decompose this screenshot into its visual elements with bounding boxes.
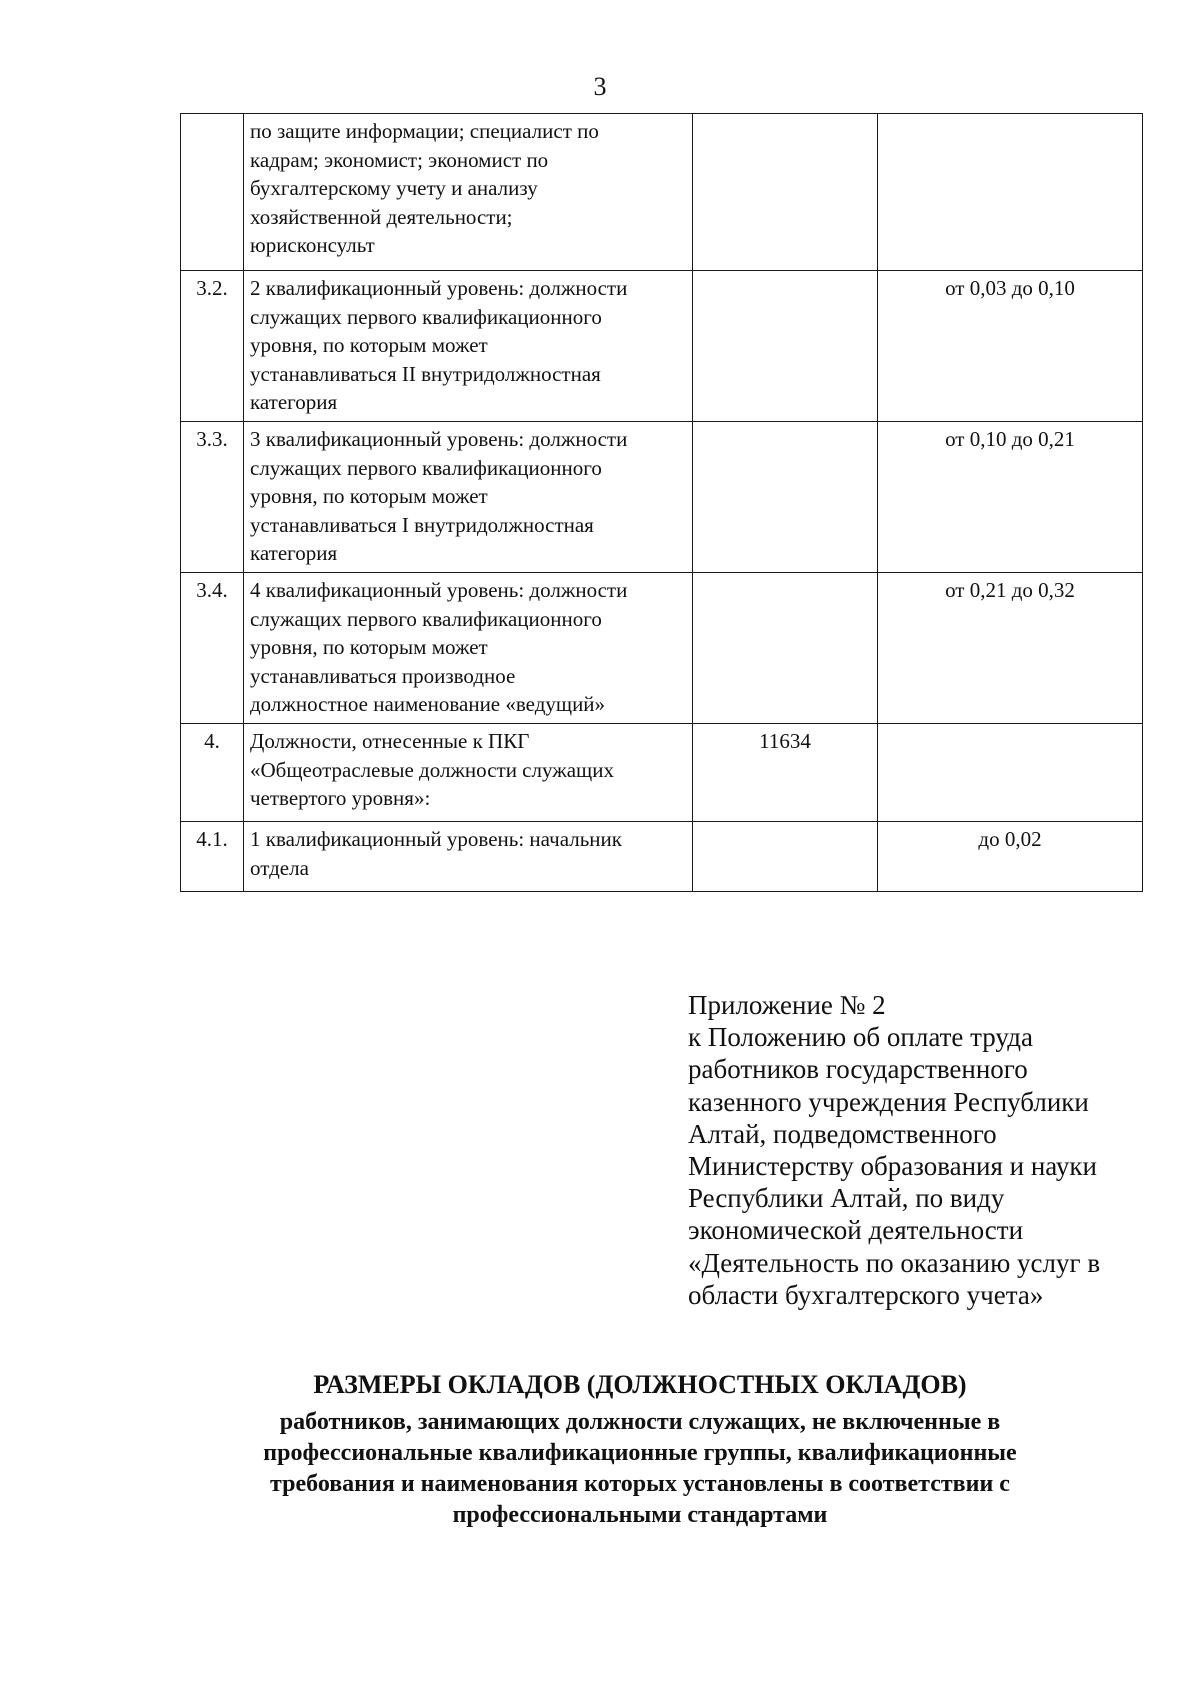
increase-coefficient: от 0,03 до 0,10 <box>878 271 1143 422</box>
page-number: 3 <box>593 72 607 101</box>
increase-coefficient: от 0,10 до 0,21 <box>878 422 1143 573</box>
position-name-line: отдела <box>250 855 309 880</box>
position-name-line: хозяйственной деятельности; <box>250 204 513 229</box>
position-name-line: «Общеотраслевые должности служащих <box>250 757 614 782</box>
heading-subtitle-line: требования и наименования которых установлены в соответствии с <box>270 1471 1010 1497</box>
position-name-line: категория <box>250 541 338 565</box>
appendix-line: работников государственного <box>688 1054 1028 1085</box>
appendix-line: экономической деятельности <box>688 1215 1024 1246</box>
row-number: 3.3. <box>181 422 244 573</box>
row-number <box>181 114 244 271</box>
increase-coefficient <box>878 724 1143 822</box>
table-row <box>181 271 1143 422</box>
appendix-line: «Деятельность по оказанию услуг в <box>688 1247 1101 1278</box>
row-number: 3.2. <box>181 271 244 422</box>
heading-subtitle-line: профессиональные квалификационные группы, квалификационные <box>263 1440 1017 1466</box>
position-name-line: служащих первого квалификационного <box>250 455 602 480</box>
position-name-line: категория <box>250 390 338 414</box>
appendix-line: к Положению об оплате труда <box>688 1022 1033 1053</box>
appendix-line: Республики Алтай, по виду <box>688 1183 1005 1214</box>
increase-coefficient: от 0,21 до 0,32 <box>878 573 1143 724</box>
salary-table <box>180 113 1143 892</box>
position-name-line: 2 квалификационный уровень: должности <box>250 276 628 300</box>
table-row <box>181 724 1143 822</box>
position-name-line: служащих первого квалификационного <box>250 304 602 329</box>
increase-coefficient: до 0,02 <box>878 822 1143 892</box>
position-name-line: 4 квалификационный уровень: должности <box>250 578 628 602</box>
heading-subtitle-line: работников, занимающих должности служащих, не включенные в <box>279 1409 1001 1435</box>
position-name-line: устанавливаться I внутридолжностная <box>250 512 594 537</box>
position-name-line: Должности, отнесенные к ПКГ <box>250 729 530 753</box>
appendix-note <box>688 989 1158 1311</box>
base-salary <box>693 271 878 422</box>
heading-subtitle-line: профессиональными стандартами <box>452 1502 828 1528</box>
base-salary: 11634 <box>693 724 878 822</box>
appendix-line: Министерству образования и науки <box>688 1151 1097 1182</box>
appendix-line: Приложение № 2 <box>688 990 886 1020</box>
row-number: 4. <box>181 724 244 822</box>
position-name-line: уровня, по которым может <box>250 484 488 508</box>
position-name-line: по защите информации; специалист по <box>250 119 599 143</box>
position-name <box>244 114 693 271</box>
table-row <box>181 822 1143 892</box>
position-name-line: уровня, по которым может <box>250 333 488 357</box>
appendix-line: Алтай, подведомственного <box>688 1118 997 1149</box>
position-name-line: бухгалтерскому учету и анализу <box>250 176 538 200</box>
position-name-line: устанавливаться II внутридолжностная <box>250 361 601 386</box>
table-row <box>181 422 1143 573</box>
position-name-line: юрисконсульт <box>250 233 375 257</box>
base-salary <box>693 114 878 271</box>
base-salary <box>693 822 878 892</box>
position-name-line: 3 квалификационный уровень: должности <box>250 427 628 451</box>
position-name <box>244 422 693 573</box>
table-row <box>181 573 1143 724</box>
position-name <box>244 822 693 892</box>
position-name-line: кадрам; экономист; экономист по <box>250 147 549 172</box>
position-name-line: четвертого уровня»: <box>250 786 431 810</box>
heading-title: РАЗМЕРЫ ОКЛАДОВ (ДОЛЖНОСТНЫХ ОКЛАДОВ) <box>313 1370 967 1399</box>
row-number: 3.4. <box>181 573 244 724</box>
table-row <box>181 114 1143 271</box>
increase-coefficient <box>878 114 1143 271</box>
position-name-line: 1 квалификационный уровень: начальник <box>250 827 622 851</box>
position-name-line: должностное наименование «ведущий» <box>250 692 606 716</box>
position-name-line: уровня, по которым может <box>250 635 488 659</box>
appendix-line: казенного учреждения Республики <box>688 1086 1089 1117</box>
position-name <box>244 271 693 422</box>
appendix-line: области бухгалтерского учета» <box>688 1279 1044 1310</box>
position-name <box>244 573 693 724</box>
base-salary <box>693 573 878 724</box>
base-salary <box>693 422 878 573</box>
position-name-line: устанавливаться производное <box>250 663 516 688</box>
row-number: 4.1. <box>181 822 244 892</box>
position-name-line: служащих первого квалификационного <box>250 606 602 631</box>
document-heading <box>160 1369 1120 1531</box>
position-name <box>244 724 693 822</box>
